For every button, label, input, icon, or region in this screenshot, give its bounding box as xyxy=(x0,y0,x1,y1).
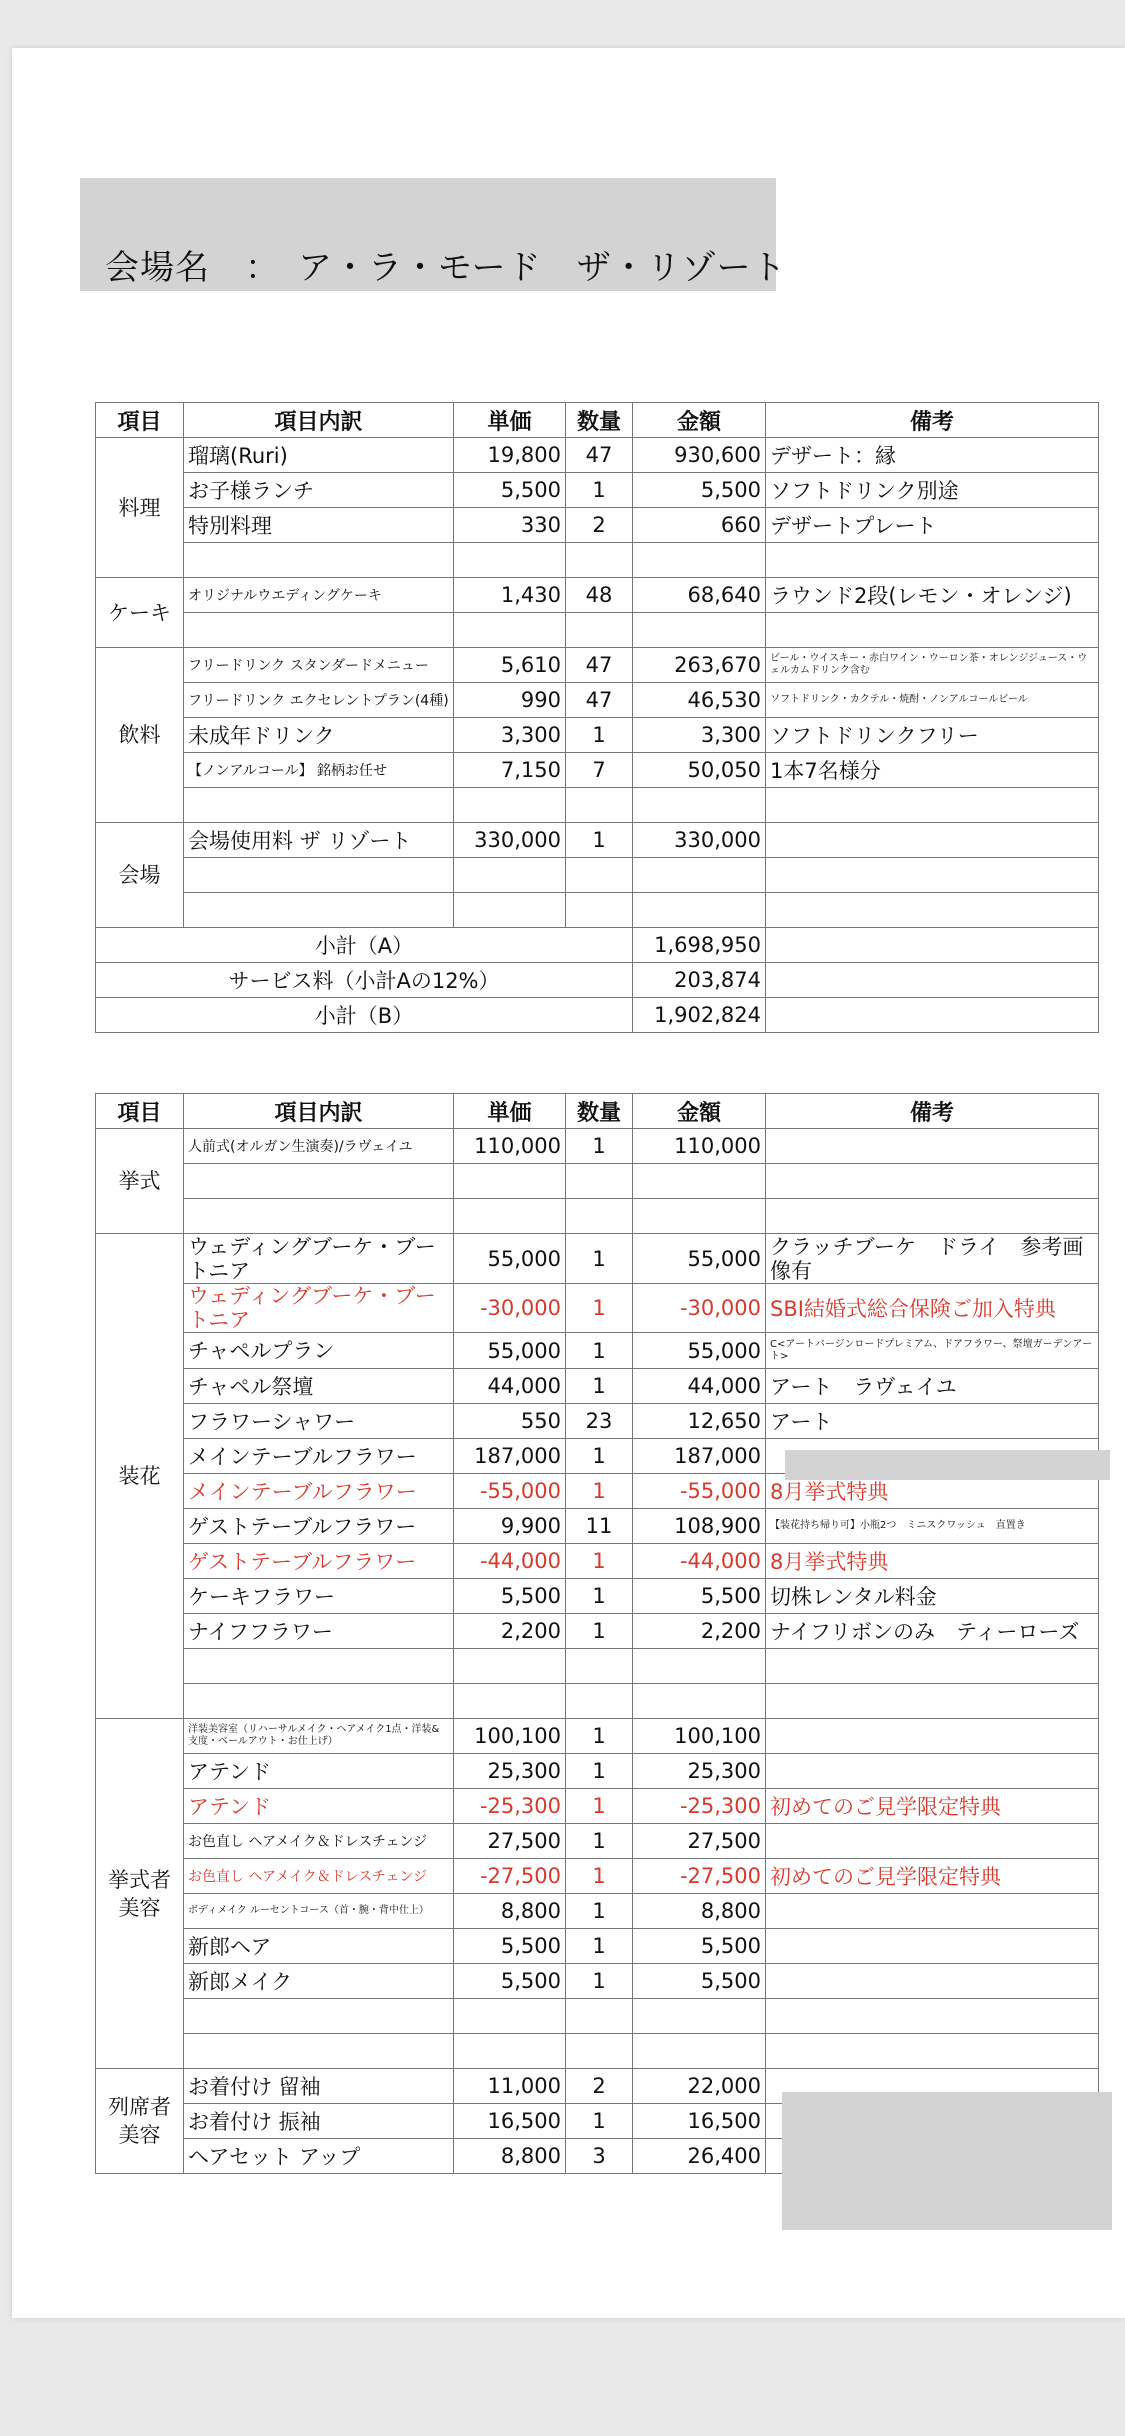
table-row xyxy=(96,718,1099,753)
summary-label: 小計（A） xyxy=(96,928,633,963)
item-detail: フラワーシャワー xyxy=(184,1404,454,1439)
table-row xyxy=(96,1164,1099,1199)
amount xyxy=(633,1164,766,1199)
amount: 108,900 xyxy=(633,1509,766,1544)
table-row xyxy=(96,2034,1099,2069)
unit-price: -27,500 xyxy=(454,1859,566,1894)
amount: 55,000 xyxy=(633,1333,766,1369)
amount xyxy=(633,1999,766,2034)
amount: -55,000 xyxy=(633,1474,766,1509)
note: 8月挙式特典 xyxy=(766,1474,1099,1509)
table-row xyxy=(96,683,1099,718)
note xyxy=(766,613,1099,648)
table-row xyxy=(96,1649,1099,1684)
unit-price xyxy=(454,1684,566,1719)
category-cell: 挙式 xyxy=(96,1129,184,1234)
quantity: 23 xyxy=(566,1404,633,1439)
item-detail: ナイフフラワー xyxy=(184,1614,454,1649)
amount: 660 xyxy=(633,508,766,543)
note: 8月挙式特典 xyxy=(766,1544,1099,1579)
table-row xyxy=(96,858,1099,893)
note xyxy=(766,1894,1099,1929)
note xyxy=(766,893,1099,928)
table-row xyxy=(96,1684,1099,1719)
header-quantity: 数量 xyxy=(566,403,633,438)
table-row xyxy=(96,893,1099,928)
table-row xyxy=(96,1284,1099,1333)
quantity: 1 xyxy=(566,1754,633,1789)
summary-amount: 1,902,824 xyxy=(633,998,766,1033)
quantity: 2 xyxy=(566,508,633,543)
amount: 930,600 xyxy=(633,438,766,473)
note: 1本7名様分 xyxy=(766,753,1099,788)
note xyxy=(766,2034,1099,2069)
unit-price: 187,000 xyxy=(454,1439,566,1474)
item-detail: 会場使用料 ザ リゾート xyxy=(184,823,454,858)
table-row xyxy=(96,1129,1099,1164)
header-category: 項目 xyxy=(96,1094,184,1129)
quantity: 1 xyxy=(566,1964,633,1999)
item-detail: フリードリンク エクセレントプラン(4種) xyxy=(184,683,454,718)
quantity: 1 xyxy=(566,473,633,508)
header-amount: 金額 xyxy=(633,403,766,438)
quantity xyxy=(566,2034,633,2069)
note xyxy=(766,1684,1099,1719)
amount: 12,650 xyxy=(633,1404,766,1439)
item-detail: ヘアセット アップ xyxy=(184,2139,454,2174)
table-row xyxy=(96,1964,1099,1999)
amount: 3,300 xyxy=(633,718,766,753)
amount: 68,640 xyxy=(633,578,766,613)
note: ビール・ウイスキー・赤白ワイン・ウーロン茶・オレンジジュース・ウェルカムドリンク含む xyxy=(766,648,1099,683)
table-header-row xyxy=(96,403,1099,438)
category-cell: 飲料 xyxy=(96,648,184,823)
unit-price: 9,900 xyxy=(454,1509,566,1544)
note xyxy=(766,823,1099,858)
summary-note-empty xyxy=(766,998,1099,1033)
quantity: 1 xyxy=(566,1614,633,1649)
amount: 2,200 xyxy=(633,1614,766,1649)
header-quantity: 数量 xyxy=(566,1094,633,1129)
unit-price: 100,100 xyxy=(454,1719,566,1754)
note: ソフトドリンクフリー xyxy=(766,718,1099,753)
amount: 5,500 xyxy=(633,1579,766,1614)
quantity xyxy=(566,893,633,928)
note: クラッチブーケ ドライ 参考画像有 xyxy=(766,1234,1099,1284)
note xyxy=(766,1199,1099,1234)
category-cell: 列席者美容 xyxy=(96,2069,184,2174)
note: アート xyxy=(766,1404,1099,1439)
table-row xyxy=(96,473,1099,508)
quantity: 1 xyxy=(566,1719,633,1754)
unit-price: -30,000 xyxy=(454,1284,566,1333)
unit-price xyxy=(454,1999,566,2034)
quantity: 11 xyxy=(566,1509,633,1544)
item-detail: ゲストテーブルフラワー xyxy=(184,1509,454,1544)
quantity xyxy=(566,858,633,893)
quantity: 1 xyxy=(566,1929,633,1964)
venue-title: 会場名 ： ア・ラ・モード ザ・リゾート xyxy=(105,248,787,288)
category-cell: ケーキ xyxy=(96,578,184,648)
quantity: 47 xyxy=(566,438,633,473)
quantity xyxy=(566,788,633,823)
table-row xyxy=(96,1199,1099,1234)
table-row xyxy=(96,1614,1099,1649)
amount: 5,500 xyxy=(633,1929,766,1964)
table-row xyxy=(96,1859,1099,1894)
table-row xyxy=(96,1754,1099,1789)
item-detail xyxy=(184,1199,454,1234)
redacted-note-1 xyxy=(785,1450,1110,1480)
table-row xyxy=(96,1509,1099,1544)
summary-note-empty xyxy=(766,963,1099,998)
note: アート ラヴェイユ xyxy=(766,1369,1099,1404)
note xyxy=(766,788,1099,823)
note xyxy=(766,1929,1099,1964)
amount: 44,000 xyxy=(633,1369,766,1404)
quantity: 1 xyxy=(566,1474,633,1509)
amount: -27,500 xyxy=(633,1859,766,1894)
table-row xyxy=(96,1369,1099,1404)
header-detail: 項目内訳 xyxy=(184,403,454,438)
amount: 27,500 xyxy=(633,1824,766,1859)
unit-price xyxy=(454,1649,566,1684)
unit-price: 16,500 xyxy=(454,2104,566,2139)
quantity xyxy=(566,613,633,648)
table-row xyxy=(96,823,1099,858)
amount xyxy=(633,893,766,928)
unit-price xyxy=(454,1164,566,1199)
item-detail: 特別料理 xyxy=(184,508,454,543)
item-detail: ゲストテーブルフラワー xyxy=(184,1544,454,1579)
unit-price xyxy=(454,788,566,823)
unit-price xyxy=(454,613,566,648)
amount: 26,400 xyxy=(633,2139,766,2174)
amount xyxy=(633,613,766,648)
quantity: 1 xyxy=(566,1129,633,1164)
quantity: 1 xyxy=(566,1333,633,1369)
table-row xyxy=(96,1234,1099,1284)
unit-price: 55,000 xyxy=(454,1333,566,1369)
unit-price: 19,800 xyxy=(454,438,566,473)
item-detail: 新郎ヘア xyxy=(184,1929,454,1964)
summary-label: サービス料（小計Aの12%） xyxy=(96,963,633,998)
note: ソフトドリンク・カクテル・焼酎・ノンアルコールビール xyxy=(766,683,1099,718)
item-detail: ボディメイク ルーセントコース（首・腕・背中仕上） xyxy=(184,1894,454,1929)
amount: 187,000 xyxy=(633,1439,766,1474)
header-note: 備考 xyxy=(766,403,1099,438)
amount: 46,530 xyxy=(633,683,766,718)
amount: 25,300 xyxy=(633,1754,766,1789)
amount: 16,500 xyxy=(633,2104,766,2139)
amount xyxy=(633,1649,766,1684)
item-detail: オリジナルウエディングケーキ xyxy=(184,578,454,613)
unit-price: 7,150 xyxy=(454,753,566,788)
unit-price xyxy=(454,893,566,928)
table-row xyxy=(96,613,1099,648)
unit-price: 44,000 xyxy=(454,1369,566,1404)
service-fee-row xyxy=(96,963,1099,998)
quantity: 1 xyxy=(566,1369,633,1404)
note xyxy=(766,1129,1099,1164)
quantity xyxy=(566,543,633,578)
item-detail: メインテーブルフラワー xyxy=(184,1439,454,1474)
summary-note-empty xyxy=(766,928,1099,963)
quantity: 1 xyxy=(566,1894,633,1929)
amount: 110,000 xyxy=(633,1129,766,1164)
item-detail: 新郎メイク xyxy=(184,1964,454,1999)
table-row xyxy=(96,1789,1099,1824)
item-detail: チャペルプラン xyxy=(184,1333,454,1369)
header-unit-price: 単価 xyxy=(454,403,566,438)
unit-price: 5,500 xyxy=(454,1579,566,1614)
quantity: 3 xyxy=(566,2139,633,2174)
table-row xyxy=(96,543,1099,578)
item-detail: ケーキフラワー xyxy=(184,1579,454,1614)
item-detail xyxy=(184,2034,454,2069)
item-detail: お色直し ヘアメイク＆ドレスチェンジ xyxy=(184,1824,454,1859)
table-row xyxy=(96,1333,1099,1369)
item-detail: お着付け 留袖 xyxy=(184,2069,454,2104)
table-row xyxy=(96,1579,1099,1614)
category-cell: 料理 xyxy=(96,438,184,578)
note xyxy=(766,1649,1099,1684)
note xyxy=(766,858,1099,893)
table-header-row xyxy=(96,1094,1099,1129)
amount: -44,000 xyxy=(633,1544,766,1579)
unit-price: 5,500 xyxy=(454,1964,566,1999)
unit-price: 5,610 xyxy=(454,648,566,683)
item-detail xyxy=(184,788,454,823)
table-row xyxy=(96,1544,1099,1579)
summary-amount: 203,874 xyxy=(633,963,766,998)
item-detail: メインテーブルフラワー xyxy=(184,1474,454,1509)
unit-price xyxy=(454,2034,566,2069)
category-cell: 装花 xyxy=(96,1234,184,1719)
quantity: 1 xyxy=(566,1824,633,1859)
table-row xyxy=(96,1824,1099,1859)
note xyxy=(766,1164,1099,1199)
item-detail xyxy=(184,893,454,928)
item-detail: ウェディングブーケ・ブートニア xyxy=(184,1284,454,1333)
item-detail xyxy=(184,1684,454,1719)
subtotal-b-row xyxy=(96,998,1099,1033)
quantity xyxy=(566,1999,633,2034)
summary-amount: 1,698,950 xyxy=(633,928,766,963)
item-detail xyxy=(184,1999,454,2034)
quantity: 1 xyxy=(566,823,633,858)
unit-price: 330,000 xyxy=(454,823,566,858)
note: デザート：縁 xyxy=(766,438,1099,473)
quantity: 1 xyxy=(566,1234,633,1284)
quantity: 1 xyxy=(566,718,633,753)
amount xyxy=(633,1199,766,1234)
category-cell: 挙式者美容 xyxy=(96,1719,184,2069)
quantity: 1 xyxy=(566,1439,633,1474)
table-row xyxy=(96,648,1099,683)
amount xyxy=(633,1684,766,1719)
header-detail: 項目内訳 xyxy=(184,1094,454,1129)
quantity: 1 xyxy=(566,1579,633,1614)
table-row xyxy=(96,788,1099,823)
item-detail: お子様ランチ xyxy=(184,473,454,508)
item-detail: ウェディングブーケ・ブートニア xyxy=(184,1234,454,1284)
unit-price: 330 xyxy=(454,508,566,543)
unit-price: 990 xyxy=(454,683,566,718)
quantity xyxy=(566,1164,633,1199)
unit-price xyxy=(454,858,566,893)
quantity xyxy=(566,1199,633,1234)
header-category: 項目 xyxy=(96,403,184,438)
amount: 8,800 xyxy=(633,1894,766,1929)
amount: 50,050 xyxy=(633,753,766,788)
amount xyxy=(633,543,766,578)
item-detail xyxy=(184,858,454,893)
quantity: 1 xyxy=(566,1789,633,1824)
unit-price: -25,300 xyxy=(454,1789,566,1824)
item-detail: 瑠璃(Ruri) xyxy=(184,438,454,473)
header-note: 備考 xyxy=(766,1094,1099,1129)
unit-price: 1,430 xyxy=(454,578,566,613)
header-unit-price: 単価 xyxy=(454,1094,566,1129)
item-detail: お色直し ヘアメイク＆ドレスチェンジ xyxy=(184,1859,454,1894)
table-row xyxy=(96,1894,1099,1929)
item-detail: 【ノンアルコール】 銘柄お任せ xyxy=(184,753,454,788)
item-detail: 人前式(オルガン生演奏)/ラヴェイユ xyxy=(184,1129,454,1164)
header-amount: 金額 xyxy=(633,1094,766,1129)
note xyxy=(766,1754,1099,1789)
quantity xyxy=(566,1649,633,1684)
item-detail xyxy=(184,543,454,578)
note xyxy=(766,543,1099,578)
item-detail: アテンド xyxy=(184,1789,454,1824)
unit-price: 55,000 xyxy=(454,1234,566,1284)
amount: 100,100 xyxy=(633,1719,766,1754)
amount: -30,000 xyxy=(633,1284,766,1333)
unit-price: -44,000 xyxy=(454,1544,566,1579)
quantity: 1 xyxy=(566,1859,633,1894)
note: C<アートバージンロードプレミアム、ドアフラワー、祭壇ガーデンアート> xyxy=(766,1333,1099,1369)
unit-price: 3,300 xyxy=(454,718,566,753)
unit-price: 8,800 xyxy=(454,2139,566,2174)
amount: 263,670 xyxy=(633,648,766,683)
amount: -25,300 xyxy=(633,1789,766,1824)
table-row xyxy=(96,1404,1099,1439)
quantity: 2 xyxy=(566,2069,633,2104)
item-detail: フリードリンク スタンダードメニュー xyxy=(184,648,454,683)
item-detail: アテンド xyxy=(184,1754,454,1789)
table-row xyxy=(96,578,1099,613)
amount: 55,000 xyxy=(633,1234,766,1284)
note: ソフトドリンク別途 xyxy=(766,473,1099,508)
note: 【装花持ち帰り可】小瓶2つ ミニスクワッシュ 直置き xyxy=(766,1509,1099,1544)
note: デザートプレート xyxy=(766,508,1099,543)
note: ナイフリボンのみ ティーローズ xyxy=(766,1614,1099,1649)
item-detail xyxy=(184,1164,454,1199)
quantity: 7 xyxy=(566,753,633,788)
note: 切株レンタル料金 xyxy=(766,1579,1099,1614)
redacted-note-2 xyxy=(782,2092,1112,2230)
amount: 5,500 xyxy=(633,473,766,508)
unit-price: 550 xyxy=(454,1404,566,1439)
amount: 5,500 xyxy=(633,1964,766,1999)
table-row xyxy=(96,508,1099,543)
amount: 22,000 xyxy=(633,2069,766,2104)
estimate-table-1 xyxy=(95,402,1099,1033)
unit-price: 8,800 xyxy=(454,1894,566,1929)
amount xyxy=(633,2034,766,2069)
quantity: 47 xyxy=(566,683,633,718)
unit-price xyxy=(454,543,566,578)
item-detail xyxy=(184,1649,454,1684)
quantity: 47 xyxy=(566,648,633,683)
table-row xyxy=(96,1719,1099,1754)
item-detail: 洋装美容室（リハーサルメイク・ヘアメイク1点・洋装&支度・ベールアウト・お仕上げ） xyxy=(184,1719,454,1754)
table-row xyxy=(96,753,1099,788)
unit-price: 2,200 xyxy=(454,1614,566,1649)
item-detail: 未成年ドリンク xyxy=(184,718,454,753)
quantity: 48 xyxy=(566,578,633,613)
amount xyxy=(633,858,766,893)
table-row xyxy=(96,1929,1099,1964)
amount: 330,000 xyxy=(633,823,766,858)
unit-price: 27,500 xyxy=(454,1824,566,1859)
quantity xyxy=(566,1684,633,1719)
subtotal-a-row xyxy=(96,928,1099,963)
unit-price: 25,300 xyxy=(454,1754,566,1789)
note: SBI結婚式総合保険ご加入特典 xyxy=(766,1284,1099,1333)
item-detail xyxy=(184,613,454,648)
unit-price: -55,000 xyxy=(454,1474,566,1509)
table-row xyxy=(96,438,1099,473)
summary-label: 小計（B） xyxy=(96,998,633,1033)
item-detail: チャペル祭壇 xyxy=(184,1369,454,1404)
note: ラウンド2段(レモン・オレンジ) xyxy=(766,578,1099,613)
amount xyxy=(633,788,766,823)
unit-price: 110,000 xyxy=(454,1129,566,1164)
note xyxy=(766,1999,1099,2034)
estimate-table-2 xyxy=(95,1093,1099,2174)
note xyxy=(766,1824,1099,1859)
quantity: 1 xyxy=(566,1544,633,1579)
unit-price: 11,000 xyxy=(454,2069,566,2104)
category-cell: 会場 xyxy=(96,823,184,928)
note xyxy=(766,1719,1099,1754)
unit-price: 5,500 xyxy=(454,1929,566,1964)
unit-price: 5,500 xyxy=(454,473,566,508)
unit-price xyxy=(454,1199,566,1234)
note: 初めてのご見学限定特典 xyxy=(766,1789,1099,1824)
quantity: 1 xyxy=(566,2104,633,2139)
note: 初めてのご見学限定特典 xyxy=(766,1859,1099,1894)
table-row xyxy=(96,1999,1099,2034)
quantity: 1 xyxy=(566,1284,633,1333)
note xyxy=(766,1964,1099,1999)
item-detail: お着付け 振袖 xyxy=(184,2104,454,2139)
